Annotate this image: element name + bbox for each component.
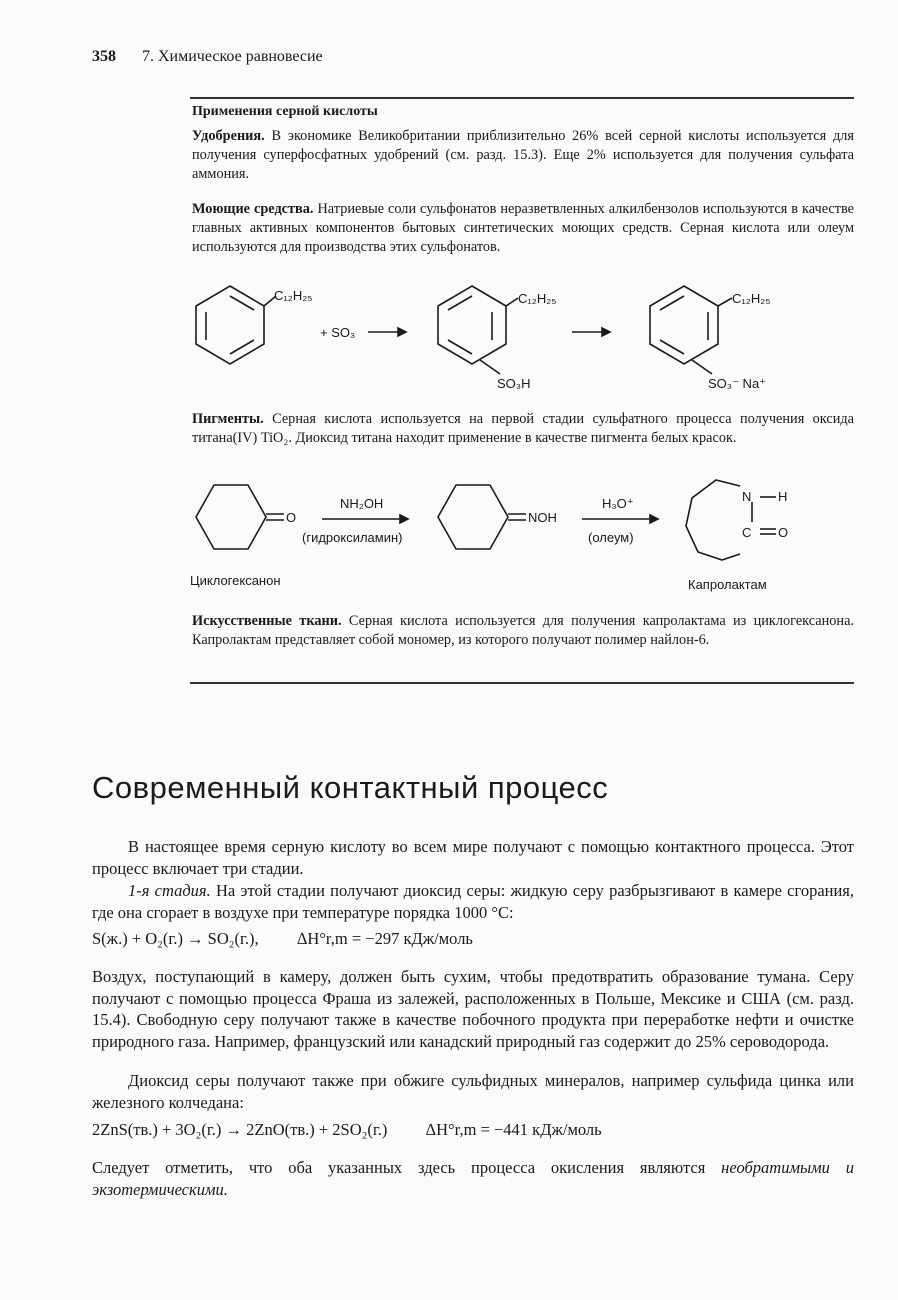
chapter-title: 7. Химическое равновесие [142,48,323,65]
alkyl-label-2: C₁₂H₂₅ [518,291,557,306]
hydrogen-atom: H [778,489,788,504]
conclusion-paragraph [92,1157,854,1200]
air-paragraph: Воздух, поступающий в камеру, должен быть сухим, чтобы предотвратить образование тумана. Серу получают с помощью процесса Фраша из залежей, расположенных в Польше, Мексике и США (см. разд. 15.4). Свободную серу получают также в качестве побочного продукта при переработке нефти и очистке природного газа. Например, французский или канадский природный газ содержит до 25% сероводорода. [92,967,854,1051]
hydroxylamine-note: (гидроксиламин) [302,530,403,545]
section-title: Современный контактный процесс [92,770,609,805]
pigments-lead: Пигменты. [192,411,264,427]
box-bottom-rule [190,682,854,684]
roasting-paragraph: Диоксид серы получают также при обжиге сульфидных минералов, например сульфида цинка или железного колчедана: [92,1071,854,1112]
equation-1-reaction: S(ж.) + O₂(г.) → SO₂(г.), [92,929,259,948]
fibers-text: Серная кислота используется для получения капролактама из циклогексанона. Капролактам представляет собой мономер, из которого получают полимер найлон-6. [192,613,855,648]
fibers-paragraph [192,612,854,650]
acid-reagent: H₃O⁺ [602,496,634,511]
sulfonic-acid-label: SO₃H [497,376,531,391]
stage-one-lead: 1-я стадия. [128,881,211,900]
detergents-text: Натриевые соли сульфонатов неразветвленных алкилбензолов используются в качестве главных активных компонентов бытовых синтетических моющих средств. Серная кислота или олеум используются для производства этих сульфонатов. [192,201,854,255]
page-number: 358 [92,48,116,65]
sulfonate-label: SO₃⁻ Na⁺ [708,376,767,391]
stage-one-paragraph [92,880,854,923]
caprolactam-ring [686,480,740,560]
equation-2-enthalpy: ΔH°r,m = −441 кДж/моль [425,1120,602,1139]
fertilizers-text: В экономике Великобритании приблизительно 26% всей серной кислоты используется для получения суперфосфатных удобрений (см. разд. 15.3). Еще 2% используется для получения сульфата аммония. [192,128,854,182]
carbon-atom: C [742,525,752,540]
equation-1-enthalpy: ΔH°r,m = −297 кДж/моль [296,929,473,948]
equation-sulfur-combustion [92,929,473,949]
cyclohexanone-label: Циклогексанон [190,573,281,588]
box-title: Применения серной кислоты [192,104,378,119]
oxime-group-label: NOH [528,510,557,525]
equation-2-reaction: 2ZnS(тв.) + 3O₂(г.) → 2ZnO(тв.) + 2SO₂(г.) [92,1120,388,1139]
intro-paragraph: В настоящее время серную кислоту во всем мире получают с помощью контактного процесса. Этот процесс включает три стадии. [92,837,854,878]
pigments-text: Серная кислота используется на первой стадии сульфатного процесса получения оксида титана(IV) TiO₂. Диоксид титана находит применение в качестве пигмента белых красок. [192,411,854,446]
caprolactam-label: Капролактам [688,577,767,592]
alkyl-label-3: C₁₂H₂₅ [732,291,771,306]
conclusion-italic: необратимыми и экзотермическими. [92,1158,854,1199]
carbonyl-oxygen: O [778,525,789,540]
fibers-lead: Искусственные ткани. [192,613,342,629]
stage-one-text: На этой стадии получают диоксид серы: жидкую серу разбрызгивают в камере сгорания, где она сгорает в воздухе при температуре порядка 1000 °С: [92,881,855,922]
conclusion-text: Следует отметить, что оба указанных здесь процесса окисления являются [92,1158,706,1177]
detergents-lead: Моющие средства. [192,201,314,217]
cyclohexanone-ring [196,485,266,549]
oxo-label: O [286,510,297,525]
equation-zinc-roasting [92,1120,602,1140]
alkyl-label-1: C₁₂H₂₅ [274,288,313,303]
oxime-ring [438,485,508,549]
fertilizers-lead: Удобрения. [192,128,265,144]
hydroxylamine-reagent: NH₂OH [340,496,384,511]
oleum-note: (олеум) [588,530,634,545]
nitrogen-atom: N [742,489,752,504]
reagent-so3: + SO₃ [320,325,356,340]
